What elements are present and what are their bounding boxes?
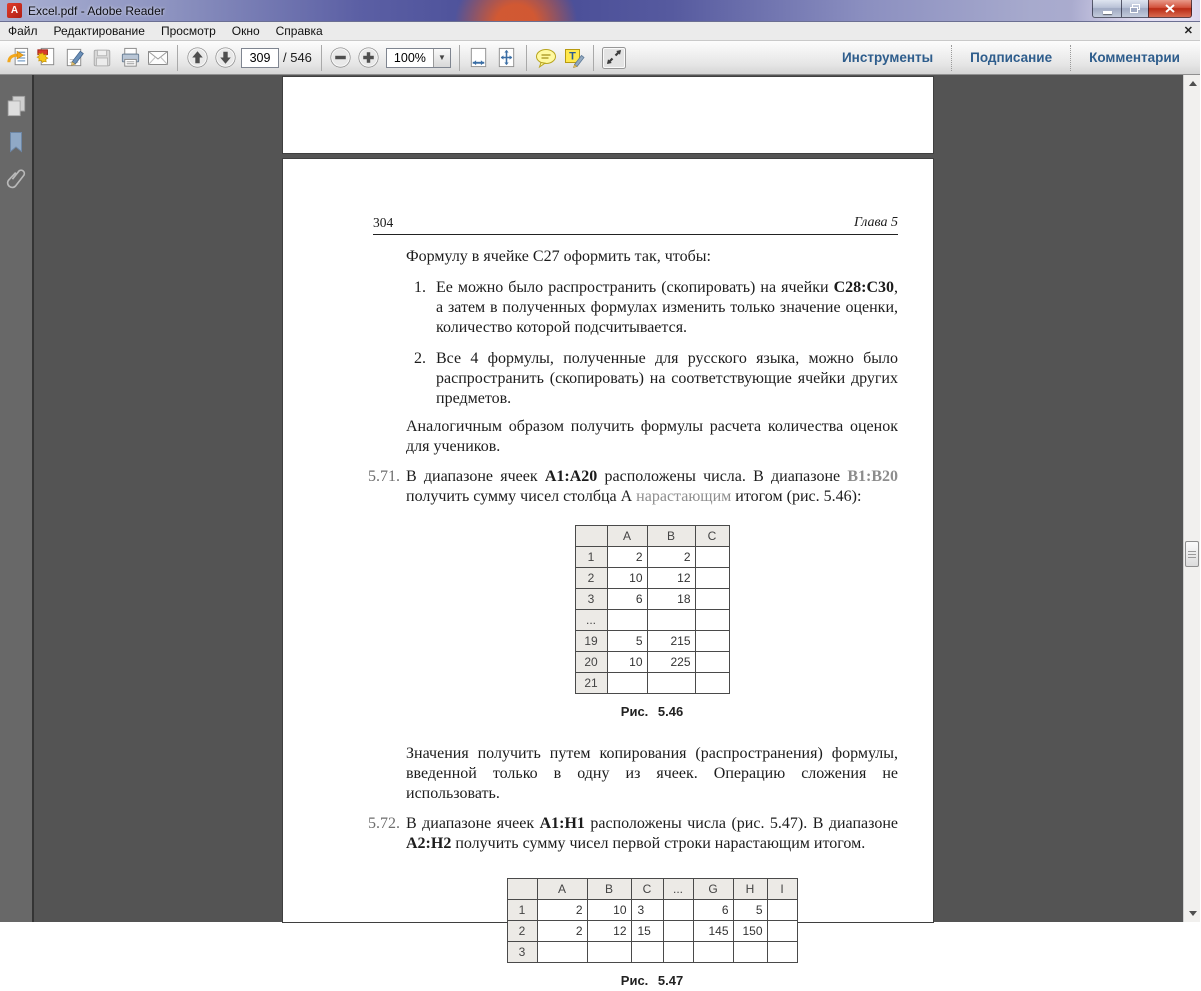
column-header: I xyxy=(767,879,797,900)
table-row xyxy=(507,900,797,921)
list-number: 2. xyxy=(414,350,426,367)
bookmarks-button[interactable] xyxy=(3,127,29,157)
panel-separator xyxy=(1070,45,1071,71)
table-row xyxy=(575,652,729,673)
row-header: 3 xyxy=(507,942,537,963)
fullscreen-icon xyxy=(601,46,627,70)
cell xyxy=(733,942,767,963)
cell xyxy=(607,610,647,631)
cell xyxy=(695,610,729,631)
cell: 2 xyxy=(607,547,647,568)
title-bar xyxy=(0,0,1200,22)
zoom-in-button[interactable] xyxy=(355,44,383,72)
document-viewport[interactable] xyxy=(34,75,1200,988)
print-button[interactable] xyxy=(116,44,144,72)
text-run: расположены числа (рис. 5.47). В диапазоне xyxy=(584,815,898,832)
thumb-grip xyxy=(1188,551,1196,552)
paragraph: Аналогичным образом получить формулы расчета количества оценок для учеников. xyxy=(406,418,898,455)
text-run: , а затем в полученных формулах изменить только значение оценки, количество которой подсчитывается. xyxy=(436,279,898,336)
email-icon xyxy=(146,46,170,70)
text-run: получить сумму чисел первой строки нарастающим итогом. xyxy=(451,835,866,852)
highlight-text-icon xyxy=(562,46,586,70)
paragraph: Формулу в ячейке С27 оформить так, чтобы: xyxy=(406,248,711,265)
cell xyxy=(695,673,729,694)
zoom-dropdown-button[interactable]: ▼ xyxy=(433,49,450,67)
page-down-icon xyxy=(214,46,237,69)
column-header: Н xyxy=(733,879,767,900)
pdf-page xyxy=(283,159,933,988)
cell: 12 xyxy=(587,921,631,942)
cell: 215 xyxy=(647,631,695,652)
row-header: 1 xyxy=(507,900,537,921)
fit-width-button[interactable] xyxy=(465,44,493,72)
column-header: А xyxy=(607,526,647,547)
cell xyxy=(693,942,733,963)
column-header: ... xyxy=(663,879,693,900)
cell: 2 xyxy=(647,547,695,568)
text-run: итогом (рис. 5.46): xyxy=(731,488,862,505)
sign-document-button[interactable] xyxy=(60,44,88,72)
menu-bar xyxy=(0,22,1200,41)
cell xyxy=(631,942,663,963)
table-row xyxy=(507,942,797,963)
close-icon xyxy=(1165,4,1175,13)
page-thumbnails-icon xyxy=(5,94,27,118)
cell xyxy=(647,673,695,694)
page-number-input[interactable] xyxy=(241,48,279,68)
svg-text:T: T xyxy=(569,50,576,62)
toolbar xyxy=(0,41,1200,75)
cell xyxy=(587,942,631,963)
task-number: 5.71. xyxy=(368,468,400,485)
cell: 18 xyxy=(647,589,695,610)
close-button[interactable] xyxy=(1148,0,1192,18)
cell: 10 xyxy=(587,900,631,921)
list-number: 1. xyxy=(414,279,426,296)
row-header: ... xyxy=(575,610,607,631)
row-header: 2 xyxy=(507,921,537,942)
column-header xyxy=(575,526,607,547)
column-header: С xyxy=(631,879,663,900)
text-run-bold: А1:Н1 xyxy=(539,815,585,832)
table-row xyxy=(575,610,729,631)
cell: 10 xyxy=(607,568,647,589)
open-file-button[interactable] xyxy=(4,44,32,72)
cell: 5 xyxy=(733,900,767,921)
tools-panel-button[interactable]: Инструменты xyxy=(841,50,934,65)
paragraph: Значения получить путем копирования (распространения) формулы, введенной только в одну из ячеек. Операцию сложения не использовать. xyxy=(406,745,898,802)
figure-caption: Рис. 5.46 xyxy=(620,704,684,719)
cell: 15 xyxy=(631,921,663,942)
fullscreen-button[interactable] xyxy=(599,44,629,72)
cell xyxy=(647,610,695,631)
table-row xyxy=(575,568,729,589)
column-header: С xyxy=(695,526,729,547)
zoom-level-control xyxy=(386,48,451,68)
menubar-close-icon[interactable]: ✕ xyxy=(1183,24,1193,37)
text-run: получить сумму чисел столбца А xyxy=(406,488,637,505)
cell: 225 xyxy=(647,652,695,673)
text-run-bold: А2:Н2 xyxy=(406,835,452,852)
cell xyxy=(695,589,729,610)
cell xyxy=(767,921,797,942)
scroll-up-button[interactable] xyxy=(1184,76,1201,91)
attachments-icon xyxy=(5,165,27,191)
page-header xyxy=(373,215,898,235)
panel-separator xyxy=(951,45,952,71)
chapter-label: Глава 5 xyxy=(854,215,898,230)
cell xyxy=(695,568,729,589)
cell: 2 xyxy=(537,921,587,942)
bookmarks-icon xyxy=(6,130,26,154)
row-header: 19 xyxy=(575,631,607,652)
cell xyxy=(663,921,693,942)
create-pdf-icon xyxy=(35,46,58,69)
fit-page-button[interactable] xyxy=(493,44,521,72)
fit-page-icon xyxy=(495,46,518,69)
cell: 145 xyxy=(693,921,733,942)
attachments-button[interactable] xyxy=(3,163,29,193)
navigation-rail xyxy=(0,75,34,922)
text-run: Ее можно было распространить (скопировать) на ячейки xyxy=(436,279,834,296)
zoom-in-icon xyxy=(357,46,380,69)
text-run-bold: В1:В20 xyxy=(847,468,899,485)
spreadsheet-figure-table xyxy=(507,878,798,963)
list-item xyxy=(406,349,898,409)
text-run-bold: А1:А20 xyxy=(544,468,598,485)
toolbar-separator xyxy=(526,45,527,71)
column-header xyxy=(507,879,537,900)
cell: 12 xyxy=(647,568,695,589)
menu-edit[interactable]: Редактирование xyxy=(53,24,145,38)
page-up-icon xyxy=(186,46,209,69)
minimize-button[interactable] xyxy=(1092,0,1121,18)
comment-bubble-icon xyxy=(534,46,558,70)
highlight-text-button[interactable] xyxy=(560,44,588,72)
spreadsheet-figure-table xyxy=(575,525,730,694)
cell: 10 xyxy=(607,652,647,673)
table-row xyxy=(575,631,729,652)
cell xyxy=(607,673,647,694)
printed-page-number: 304 xyxy=(373,215,394,230)
cell xyxy=(537,942,587,963)
text-run: В диапазоне ячеек xyxy=(406,815,540,832)
comments-panel-button[interactable]: Комментарии xyxy=(1089,50,1180,65)
save-button[interactable] xyxy=(88,44,116,72)
restore-icon xyxy=(1130,4,1140,13)
cell xyxy=(663,942,693,963)
toolbar-separator xyxy=(177,45,178,71)
page-body-text xyxy=(368,247,899,991)
arrow-down-icon xyxy=(1189,911,1197,916)
table-row xyxy=(575,589,729,610)
thumb-grip xyxy=(1188,554,1196,555)
column-header: G xyxy=(693,879,733,900)
task-item-571 xyxy=(368,467,899,507)
toolbar-separator xyxy=(321,45,322,71)
cell xyxy=(695,652,729,673)
vertical-scrollbar[interactable] xyxy=(1183,75,1200,922)
menu-window[interactable]: Окно xyxy=(231,24,260,38)
cell xyxy=(663,900,693,921)
arrow-up-icon xyxy=(1189,81,1197,86)
text-run: расположены числа. В диапазоне xyxy=(597,468,848,485)
sign-document-icon xyxy=(63,46,86,69)
next-page-button[interactable] xyxy=(211,44,239,72)
email-button[interactable] xyxy=(144,44,172,72)
page-thumbnails-button[interactable] xyxy=(3,91,29,121)
cell xyxy=(695,631,729,652)
menu-file[interactable]: Файл xyxy=(8,24,38,38)
row-header: 2 xyxy=(575,568,607,589)
menu-view[interactable]: Просмотр xyxy=(160,24,216,38)
scrollbar-thumb[interactable] xyxy=(1185,541,1199,567)
cell: 6 xyxy=(607,589,647,610)
text-run: В диапазоне ячеек xyxy=(406,468,545,485)
row-header: 21 xyxy=(575,673,607,694)
previous-page-bottom xyxy=(283,77,933,153)
task-item-572 xyxy=(368,814,898,854)
thumb-grip xyxy=(1188,557,1196,558)
menu-help[interactable]: Справка xyxy=(275,24,323,38)
content-area xyxy=(0,75,1200,988)
cell: 6 xyxy=(693,900,733,921)
save-icon xyxy=(91,47,113,69)
create-pdf-button[interactable] xyxy=(32,44,60,72)
adobe-reader-logo-icon: A xyxy=(7,3,22,18)
sign-panel-button[interactable]: Подписание xyxy=(970,50,1053,65)
text-run: нарастающим xyxy=(636,488,732,505)
comment-button[interactable] xyxy=(532,44,560,72)
table-row xyxy=(507,921,797,942)
column-header: А xyxy=(537,879,587,900)
table-row xyxy=(575,547,729,568)
scroll-down-button[interactable] xyxy=(1184,906,1201,921)
zoom-out-button[interactable] xyxy=(327,44,355,72)
figure-5-46 xyxy=(406,525,898,722)
cell: 2 xyxy=(537,900,587,921)
cell xyxy=(767,900,797,921)
maximize-button[interactable] xyxy=(1121,0,1148,18)
table-row xyxy=(575,673,729,694)
column-header: В xyxy=(587,879,631,900)
toolbar-separator xyxy=(459,45,460,71)
text-run-bold: С28:С30 xyxy=(833,279,894,296)
column-header: В xyxy=(647,526,695,547)
print-icon xyxy=(119,46,142,69)
open-file-icon xyxy=(7,46,30,69)
cell xyxy=(695,547,729,568)
task-number: 5.72. xyxy=(368,815,400,832)
window-controls xyxy=(1092,0,1192,18)
right-panel-buttons xyxy=(826,41,1196,74)
list-item xyxy=(406,278,898,338)
row-header: 1 xyxy=(575,547,607,568)
page-total-label: / 546 xyxy=(283,50,312,65)
cell xyxy=(767,942,797,963)
cell: 3 xyxy=(631,900,663,921)
zoom-out-icon xyxy=(329,46,352,69)
row-header: 20 xyxy=(575,652,607,673)
text-run: Все 4 формулы, полученные для русского языка, можно было распространить (скопировать) на соответствующие ячейки других предметов. xyxy=(436,350,898,407)
window-title: Excel.pdf - Adobe Reader xyxy=(28,3,165,18)
zoom-level-value[interactable]: 100% xyxy=(387,49,433,67)
figure-caption: Рис. 5.47 xyxy=(620,973,684,988)
figure-5-47 xyxy=(406,878,898,991)
fit-width-icon xyxy=(467,46,490,69)
cell: 150 xyxy=(733,921,767,942)
row-header: 3 xyxy=(575,589,607,610)
toolbar-separator xyxy=(593,45,594,71)
previous-page-button[interactable] xyxy=(183,44,211,72)
cell: 5 xyxy=(607,631,647,652)
minimize-icon xyxy=(1103,11,1112,14)
